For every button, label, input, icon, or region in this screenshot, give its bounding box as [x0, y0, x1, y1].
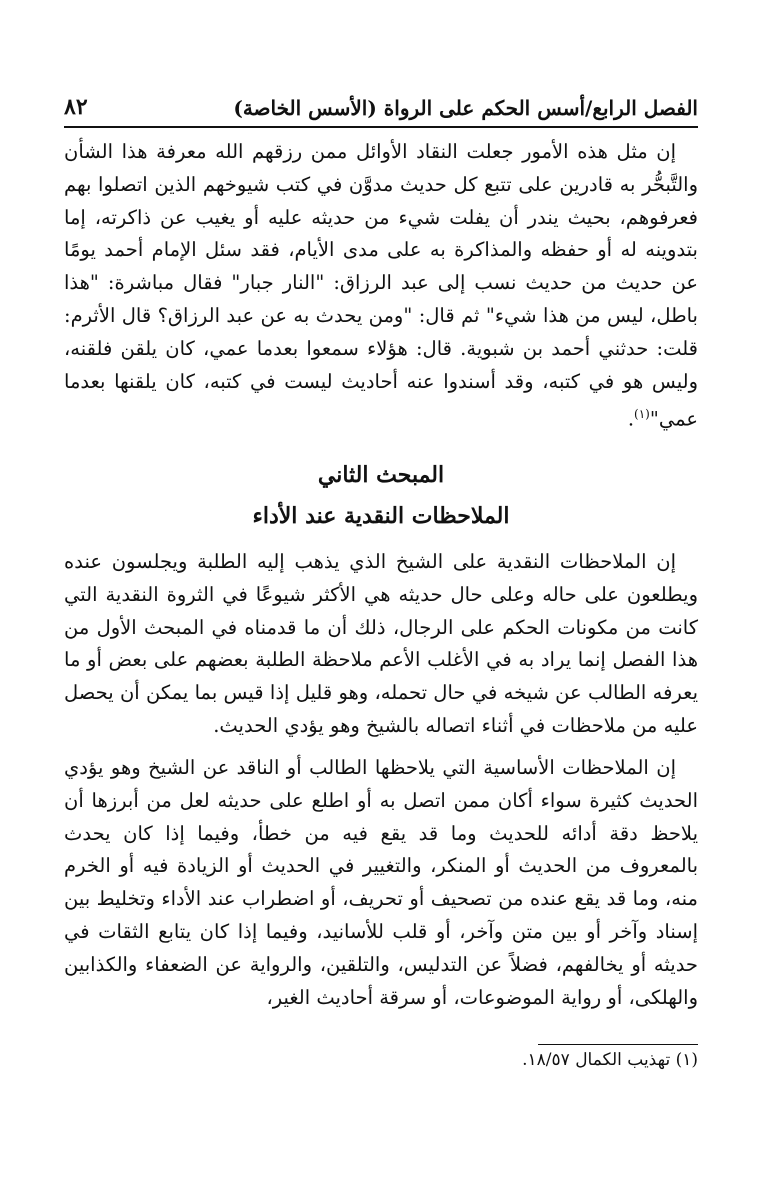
footnote-marker: (١)	[675, 1050, 698, 1070]
critique-paragraph-block-2	[64, 752, 698, 1014]
section-subheading: الملاحظات النقدية عند الأداء	[252, 503, 510, 529]
footnote-divider	[538, 1044, 698, 1045]
critique-paragraph-block	[64, 546, 698, 743]
critique-paragraph-1: إن الملاحظات النقدية على الشيخ الذي يذهب إليه الطلبة ويجلسون عنده ويطلعون على حاله وعلى حال حديثه هي الأكثر شيوعًا في الثروة النقدية التي كانت من مكونات الحكم على الرجال، ذلك أن ما قدمناه في المبحث الأول من هذا الفصل إنما يراد به في الأغلب الأعم ملاحظة الطلبة بعضهم على بعض أو ما يعرفه الطالب عن شيخه في حال تحمله، وهو قليل إذا قيس بما يمكن أن يحصل عليه من ملاحظات في أثناء اتصاله بالشيخ وهو يؤدي الحديث.	[64, 550, 698, 737]
footnote-text: تهذيب الكمال ١٨/٥٧.	[522, 1050, 671, 1070]
intro-paragraph-text: إن مثل هذه الأمور جعلت النقاد الأوائل ممن رزقهم الله معرفة هذا الشأن والتَّبحُّر به قادرين على تتبع كل حديث مدوَّن في كتب شيوخهم الذين اتصلوا بهم فعرفوهم، بحيث يندر أن يفلت شيء من حديثه عليه أو يغيب عن ذاكرته، إما بتدوينه له أو حفظه والمذاكرة به على مدى الأيام، فقد سئل الإمام أحمد يومًا عن حديث من حديث نسب إلى عبد الرزاق: "النار جبار" فقال مباشرة: "هذا باطل، ليس من هذا شيء" ثم قال: "ومن يحدث به عن عبد الرزاق؟ قال الأثرم: قلت: حدثني أحمد بن شبوية. قال: هؤلاء سمعوا بعدما عمي، كان يلقن فلقنه، وليس هو في كتبه، وقد أسندوا عنه أحاديث ليست في كتبه، كان يلقنها بعدما عمي"	[64, 140, 698, 431]
page-number: ٨٢	[64, 94, 88, 120]
critique-paragraph-2: إن الملاحظات الأساسية التي يلاحظها الطالب أو الناقد عن الشيخ وهو يؤدي الحديث كثيرة سواء أكان ممن اتصل به أو اطلع على حديثه لعل من أبرزها أن يلاحظ دقة أدائه للحديث وما قد يقع فيه من خطأ، وفيما إذا كان يحدث بالمعروف من الحديث أو المنكر، والتغيير في الحديث أو الزيادة فيه أو الخرم منه، وما قد يقع عنده من تصحيف أو تحريف، أو اضطراب عند الأداء وتخليط بين إسناد وآخر أو بين متن وآخر، أو قلب للأسانيد، وفيما إذا كان يتابع الثقات في حديثه أو يخالفهم، فضلاً عن التدليس، والتلقين، والرواية عن الضعفاء والكذابين والهلكى، أو رواية الموضوعات، أو سرقة أحاديث الغير،	[64, 756, 698, 1009]
intro-paragraph: إن مثل هذه الأمور جعلت النقاد الأوائل ممن رزقهم الله معرفة هذا الشأن والتَّبحُّر به قادرين على تتبع كل حديث مدوَّن في كتب شيوخهم الذين اتصلوا بهم فعرفوهم، بحيث يندر أن يفلت شيء من حديثه عليه أو يغيب عن ذاكرته، إما بتدوينه له أو حفظه والمذاكرة به على مدى الأيام، فقد سئل الإمام أحمد يومًا عن حديث من حديث نسب إلى عبد الرزاق: "النار جبار" فقال مباشرة: "هذا باطل، ليس من هذا شيء" ثم قال: "ومن يحدث به عن عبد الرزاق؟ قال الأثرم: قلت: حدثني أحمد بن شبوية. قال: هؤلاء سمعوا بعدما عمي، كان يلقن فلقنه، وليس هو في كتبه، وقد أسندوا عنه أحاديث ليست في كتبه، كان يلقنها بعدما عمي"$^{(١)}$.	[64, 140, 698, 431]
chapter-title: الفصل الرابع/أسس الحكم على الرواة (الأسس الخاصة)	[233, 96, 698, 120]
section-heading: المبحث الثاني	[317, 462, 445, 488]
running-header	[64, 82, 698, 128]
intro-paragraph-block	[64, 136, 698, 437]
footnote-reference: (١)	[634, 407, 650, 422]
footnote	[64, 1050, 698, 1070]
